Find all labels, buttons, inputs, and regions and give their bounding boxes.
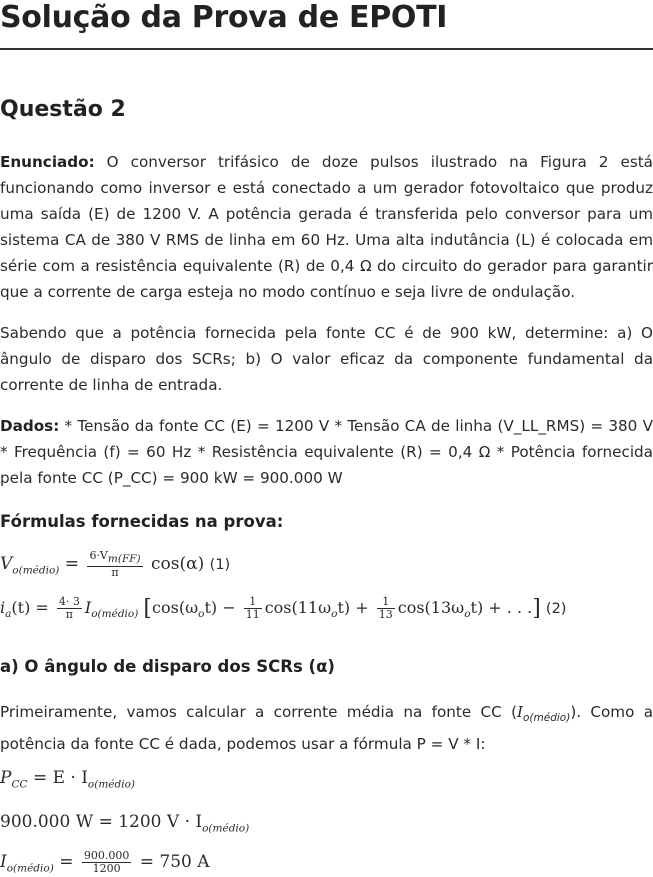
equation-a1-lhs: P [0,768,12,788]
equation-a3-eq: = [59,852,74,872]
formula-2-term2-sub: o [331,608,338,621]
formula-1-rhs: cos(α) [151,554,205,574]
section-a-heading: a) O ângulo de disparo dos SCRs (α) [0,657,335,676]
equation-a3-lhs-sub: o(médio) [6,862,54,875]
formula-1-lhs: V [0,554,13,574]
formula-2-lhs: i [0,598,6,617]
page-title: Solução da Prova de EPOTI [0,0,448,35]
formula-2-I-sub: o(médio) [91,608,139,621]
formula-2-fraction-13 [377,596,395,621]
equation-a3 [0,848,210,877]
formula-2-term3-end: t) [470,598,484,617]
formula-2-term1-sub: o [198,608,205,621]
formula-2-frac2-num: 1 [244,596,262,609]
formula-2-lhs-sub: a [5,608,12,621]
formula-1-eq: = [64,554,80,574]
formula-2-I: I [84,598,92,617]
formula-1-fraction [87,550,142,578]
equation-a3-rhs: = 750 A [139,852,210,872]
formula-2-open-bracket: [ [143,596,153,621]
section-a-text1: Primeiramente, vamos calcular a corrente média na fonte CC ( [0,703,517,721]
formula-1-den: π [111,565,119,579]
formula-2-term3-sub: o [464,608,471,621]
formula-1-num-sub: m(FF) [107,553,141,566]
equation-a1-lhs-sub: CC [11,778,28,791]
formula-2-minus: − [222,598,236,617]
formula-1-tag: (1) [209,557,231,573]
enunciado-paragraph [0,149,653,305]
formula-1-lhs-sub: o(médio) [12,564,60,577]
section-a-math-sub: o(médio) [523,712,571,725]
equation-a3-fraction [82,850,132,875]
formula-2-lhs-arg: (t) [11,598,31,617]
section-a-text2: ). Como a potência da fonte CC é dada, podemos usar a fórmula P = V * I: [0,703,653,754]
equation-a3-num: 900.000 [83,849,130,862]
formula-2-term2-end: t) [337,598,351,617]
formula-2-close-bracket: ] [532,596,541,621]
equation-a3-lhs: I [0,852,7,872]
dados-text: * Tensão da fonte CC (E) = 1200 V * Tensão CA de linha (V_LL_RMS) = 380 V * Frequência (f) = 60 Hz * Resistência equivalente (R) = 0,4 Ω * Potência fornecida pela fonte CC (P_CC) = 900 kW = 900.000 W [0,417,653,487]
enunciado-text: O conversor trifásico de doze pulsos ilustrado na Figura 2 está funcionando como inversor e está conectado a um gerador fotovoltaico que produz uma saída (E) de 1200 V. A potência gerada é transferida pelo conversor para um sistema CA de 380 V RMS de linha em 60 Hz. Uma alta indutância (L) é colocada em série com a resistência equivalente (R) de 0,4 Ω do circuito do gerador para garantir que a corrente de carga esteja no modo contínuo e seja livre de ondulação. [0,153,653,301]
section-a-math-I: I [517,703,523,721]
equation-a2 [0,808,249,842]
formulas-heading: Fórmulas fornecidas na prova: [0,512,284,531]
formula-1-num: 6·V [89,549,108,563]
equation-a1 [0,764,135,798]
formula-2-fraction-11 [244,596,262,621]
equation-a1-rhs: = E · I [32,768,88,788]
enunciado-label: Enunciado: [0,153,95,171]
equation-a2-sub: o(médio) [202,822,250,835]
equation-a1-rhs-sub: o(médio) [87,778,136,791]
equation-a3-den: 1200 [92,862,121,875]
formula-2-ellipsis: + . . . [488,598,533,617]
formula-2-den: π [65,608,74,621]
formula-2-term3: cos(13ω [397,598,465,617]
formula-2 [0,594,566,628]
formula-2-tag: (2) [545,601,567,617]
section-a-paragraph [0,699,653,757]
formula-2-term1: cos(ω [152,598,199,617]
formula-2-frac2-den: 11 [245,608,260,621]
title-divider [0,48,653,50]
question-heading: Questão 2 [0,97,126,122]
dados-label: Dados: [0,417,60,435]
dados-paragraph [0,413,653,491]
formula-2-plus: + [355,598,369,617]
formula-2-frac3-num: 1 [377,596,395,609]
formula-2-fraction [57,596,82,621]
formula-2-frac3-den: 13 [378,608,393,621]
formula-2-eq: = [35,598,49,617]
task-paragraph: Sabendo que a potência fornecida pela fonte CC é de 900 kW, determine: a) O ângulo de disparo dos SCRs; b) O valor eficaz da componente fundamental da corrente de linha de entrada. [0,324,653,394]
formula-2-term1-end: t) [204,598,218,617]
equation-a2-lhs: 900.000 W = 1200 V · I [0,812,203,832]
formula-1 [0,550,230,584]
formula-2-num: 4· 3 [58,595,80,608]
formula-2-term2: cos(11ω [264,598,332,617]
